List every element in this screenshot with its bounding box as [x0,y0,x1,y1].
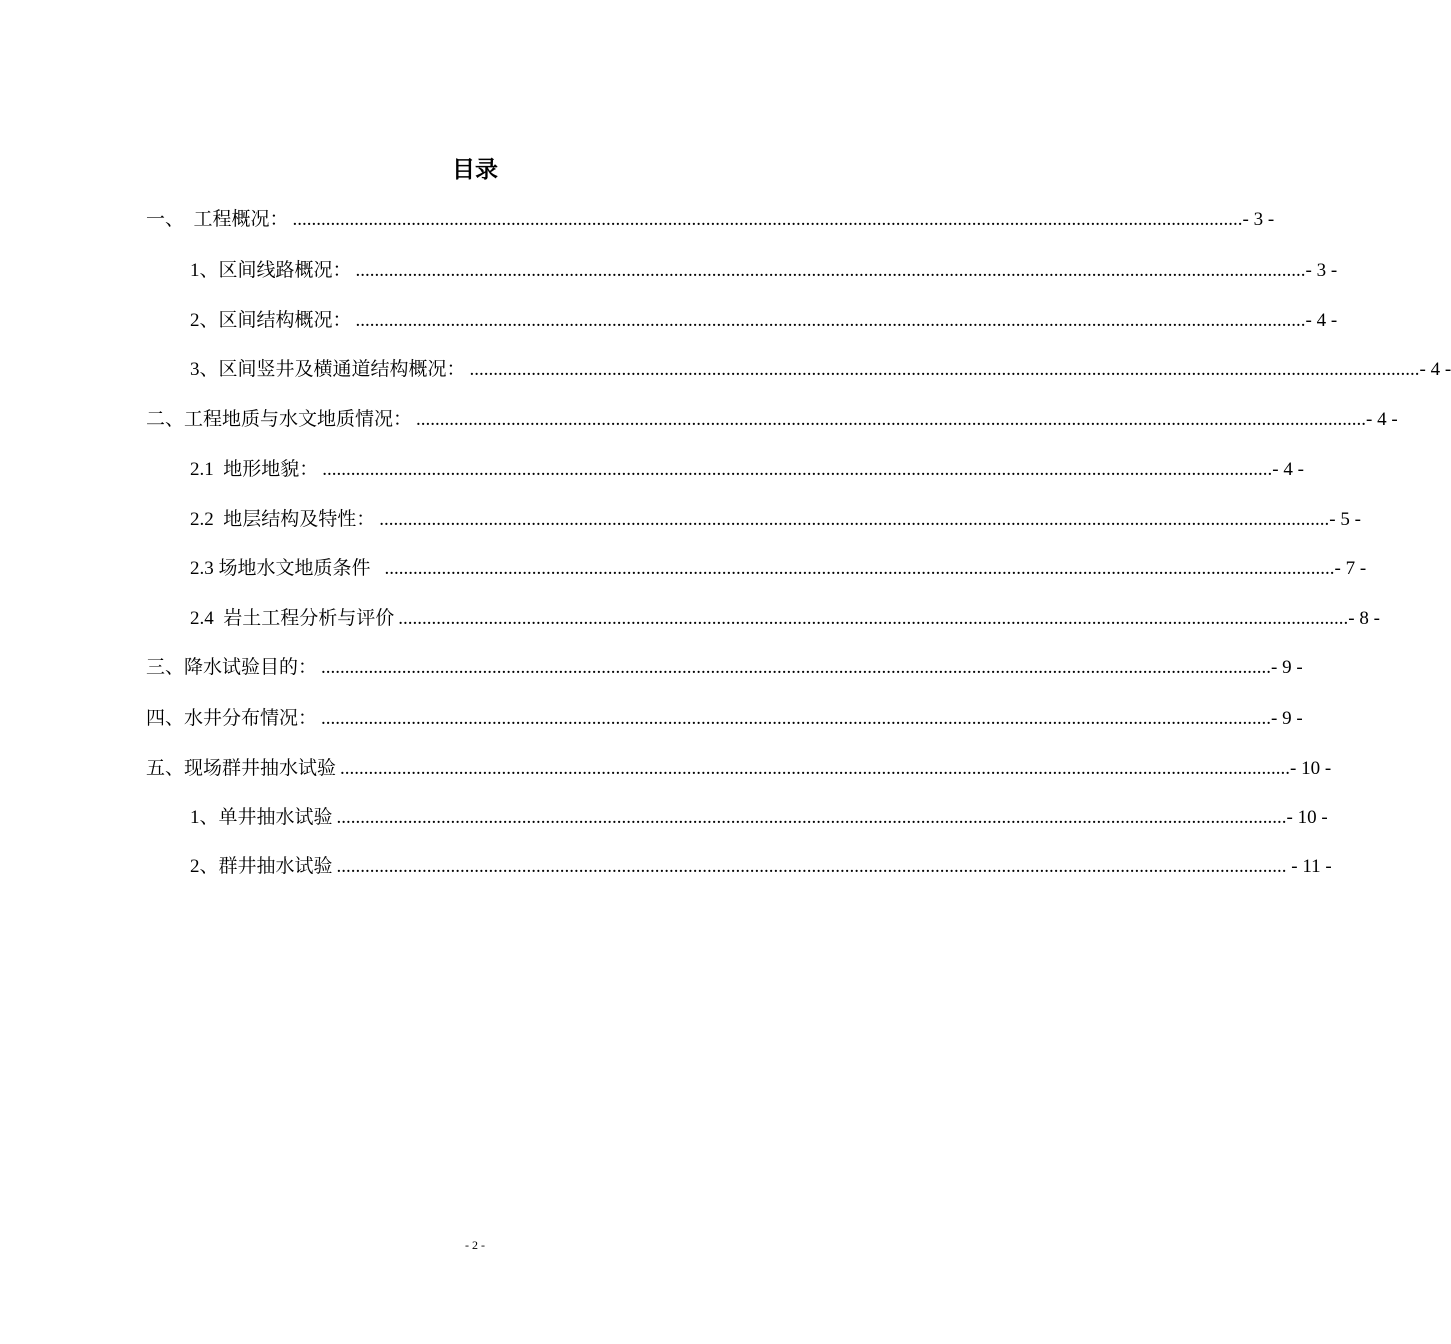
page-number-footer: - 2 - [465,1238,485,1252]
toc-leader-dots: ........................................................................................................................................................................................................ [416,409,1367,430]
toc-leader-dots: ........................................................................................................................................................................................................ [321,708,1272,729]
toc-entry-4[interactable] [146,704,1303,734]
toc-entry-1-2[interactable] [190,306,1338,336]
toc-entry-2[interactable] [146,405,1398,435]
toc-entry-text: 2.4 岩土工程分析与评价 [190,608,395,629]
page-title: 目录 [452,157,498,183]
toc-entry-page: - 9 - [1271,708,1303,729]
toc-leader-dots: ........................................................................................................................................................................................................ [355,310,1306,331]
toc-entry-page: - 4 - [1272,459,1304,480]
toc-entry-text: 五、现场群井抽水试验 [146,758,337,779]
toc-leader-dots: ........................................................................................................................................................................................................ [321,657,1272,678]
toc-entry-text: 2.1 地形地貌： [190,459,319,480]
toc-entry-text: 四、水井分布情况： [146,708,318,729]
toc-entry-page: - 8 - [1348,608,1380,629]
toc-entry-page: - 3 - [1242,209,1275,230]
toc-leader-dots: ........................................................................................................................................................................................................ [340,758,1291,779]
toc-entry-5[interactable] [146,754,1332,784]
toc-entry-page: - 5 - [1329,509,1361,530]
toc-entry-page: - 10 - [1286,807,1328,828]
toc-entry-page: - 4 - [1305,310,1338,331]
toc-entry-page: - 4 - [1419,359,1451,380]
toc-entry-3[interactable] [146,653,1303,683]
toc-leader-dots: ........................................................................................................................................................................................................ [398,608,1349,629]
toc-entry-2-3[interactable] [190,554,1367,584]
toc-leader-dots: ........................................................................................................................................................................................................ [322,459,1273,480]
toc-entry-2-1[interactable] [190,455,1304,485]
toc-entry-1-1[interactable] [190,256,1338,286]
toc-leader-dots: ........................................................................................................................................................................................................ [336,856,1287,877]
toc-leader-dots: ........................................................................................................................................................................................................ [469,359,1420,380]
toc-entry-page: - 9 - [1271,657,1303,678]
toc-entry-5-1[interactable] [190,803,1328,833]
toc-entry-text: 2、区间结构概况： [190,310,352,331]
toc-entry-text: 1、单井抽水试验 [190,807,333,828]
toc-entry-2-4[interactable] [190,604,1380,634]
toc-entry-text: 2、群井抽水试验 [190,856,333,877]
toc-entry-text: 2.3 场地水文地质条件 [190,558,371,579]
toc-entry-text: 一、 工程概况： [146,209,289,230]
toc-leader-dots: ........................................................................................................................................................................................................ [379,509,1330,530]
toc-leader-dots: ........................................................................................................................................................................................................ [292,209,1243,230]
toc-entry-1-3[interactable] [190,355,1451,385]
toc-entry-1[interactable] [146,205,1275,235]
toc-entry-text: 1、区间线路概况： [190,260,352,281]
toc-entry-5-2[interactable] [190,852,1332,882]
toc-leader-dots: ........................................................................................................................................................................................................ [336,807,1287,828]
toc-entry-text: 2.2 地层结构及特性： [190,509,376,530]
toc-leader-dots: ........................................................................................................................................................................................................ [355,260,1306,281]
toc-entry-text: 3、区间竖井及横通道结构概况： [190,359,466,380]
toc-entry-page: - 10 - [1290,758,1332,779]
toc-entry-text: 三、降水试验目的： [146,657,318,678]
toc-entry-page: - 11 - [1286,856,1332,877]
toc-entry-2-2[interactable] [190,505,1361,535]
toc-entry-page: - 4 - [1366,409,1398,430]
toc-leader-dots: ........................................................................................................................................................................................................ [384,558,1335,579]
toc-entry-page: - 7 - [1334,558,1367,579]
toc-entry-text: 二、工程地质与水文地质情况： [146,409,413,430]
toc-entry-page: - 3 - [1305,260,1338,281]
